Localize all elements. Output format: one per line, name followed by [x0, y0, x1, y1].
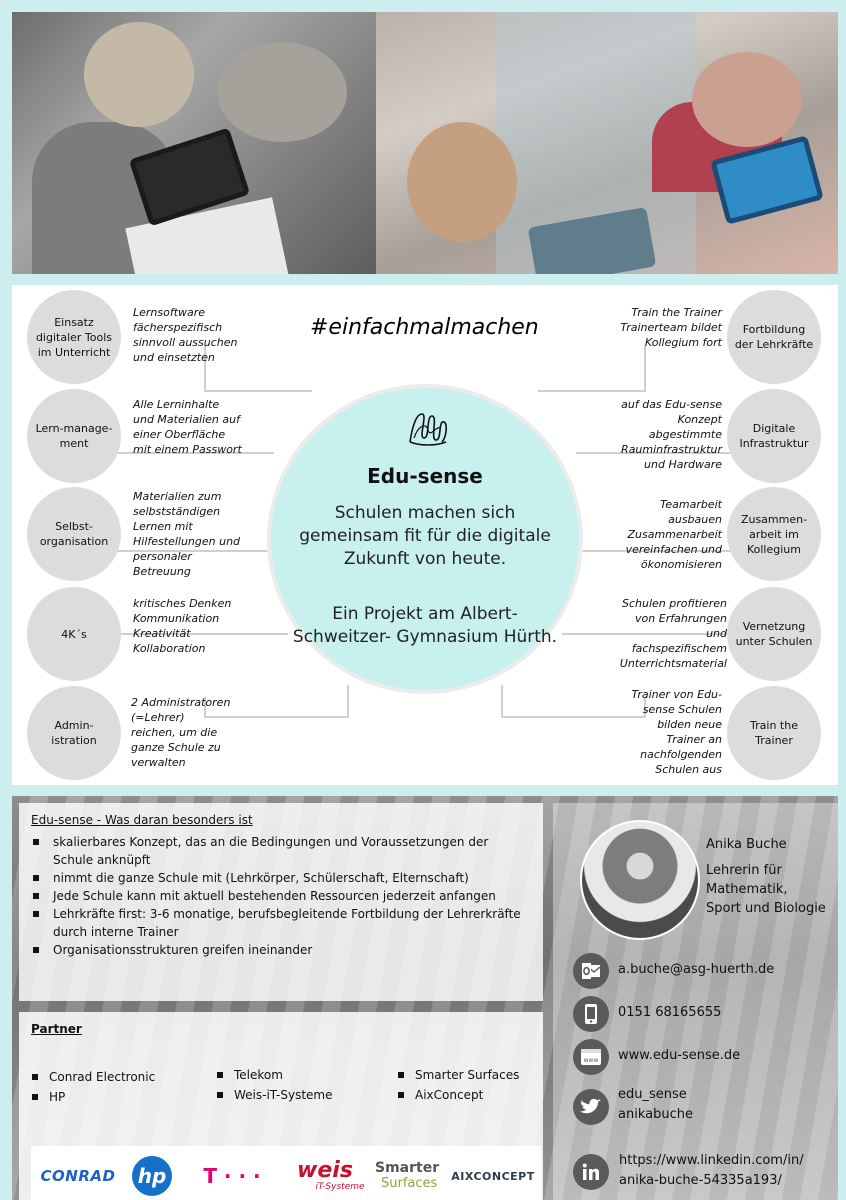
list-item: Organisationsstrukturen greifen ineinander: [31, 941, 531, 959]
partner-conrad: Conrad Electronic: [31, 1068, 155, 1086]
contact-email[interactable]: a.buche@asg-huerth.de: [618, 962, 775, 977]
twitter-icon: [573, 1089, 609, 1125]
contact-panel: [553, 803, 838, 1200]
partner-telekom: Telekom: [216, 1066, 283, 1084]
partner-weis: Weis-iT-Systeme: [216, 1086, 332, 1104]
conrad-logo: CONRAD: [40, 1167, 116, 1185]
node-4ks: 4K´s: [27, 587, 121, 681]
svg-text:www: www: [583, 1057, 599, 1064]
concept-diagram: [12, 285, 838, 785]
web-icon: [573, 1039, 609, 1075]
contact-name: Anika Buche: [706, 837, 787, 852]
desc-train-the-trainer: Trainer von Edu-sense Schulen bilden neue Trainer an nachfolgenden Schulen aus: [631, 688, 722, 776]
features-list: [31, 833, 531, 959]
list-item: Lehrkräfte first: 3-6 monatige, berufsbegleitende Fortbildung der Lehrerkräfte durch interne Trainer: [31, 905, 531, 941]
smarter-surfaces-logo: Smarter Surfaces: [375, 1160, 440, 1191]
header-photo-band: [12, 12, 838, 274]
partner-panel: [19, 1012, 543, 1200]
node-teacher-training: Fortbildung der Lehrkräfte: [727, 290, 821, 384]
partner-smarter-surfaces: Smarter Surfaces: [397, 1066, 519, 1084]
weis-logo: weis iT-Systeme: [297, 1158, 365, 1192]
phone-icon: [573, 996, 609, 1032]
features-panel: [19, 803, 543, 1001]
avatar: [580, 820, 700, 940]
node-school-network: Vernetzung unter Schulen: [727, 587, 821, 681]
node-train-the-trainer: Train the Trainer: [727, 686, 821, 780]
hashtag-heading: #einfachmalmachen: [310, 315, 539, 340]
center-circle: [267, 384, 583, 694]
node-administration: Admin-istration: [27, 686, 121, 780]
contact-linkedin[interactable]: https://www.linkedin.com/in/ anika-buche-54335a193/: [619, 1153, 804, 1188]
partner-aixconcept: AixConcept: [397, 1086, 483, 1104]
classroom-photo-left: [12, 12, 376, 274]
partner-title: Partner: [31, 1022, 82, 1036]
node-digital-infrastructure: Digitale Infrastruktur: [727, 389, 821, 483]
outlook-mail-icon: [573, 953, 609, 989]
hp-logo: hp: [125, 1146, 179, 1200]
list-item: skalierbares Konzept, das an die Bedingungen und Voraussetzungen der Schule anknüpft: [31, 833, 531, 869]
desc-digital-infrastructure: auf das Edu-sense Konzept abgestimmte Rauminfrastruktur und Hardware: [621, 398, 722, 471]
desc-collaboration: Teamarbeit ausbauen Zusammenarbeit vereinfachen und ökonomisieren: [625, 498, 722, 571]
partner-list: [31, 1068, 541, 1118]
desc-school-network: Schulen profitieren von Erfahrungen und fachspezifischem Unterrichtsmaterial: [619, 597, 727, 670]
list-item: nimmt die ganze Schule mit (Lehrkörper, Schülerschaft, Elternschaft): [31, 869, 531, 887]
partner-logos: [31, 1146, 541, 1200]
features-title: Edu-sense - Was daran besonders ist: [31, 813, 253, 827]
node-digital-tools: Einsatz digitaler Tools im Unterricht: [27, 290, 121, 384]
desc-4ks: kritisches Denken Kommunikation Kreativität Kollaboration: [133, 597, 232, 655]
contact-web[interactable]: www.edu-sense.de: [618, 1048, 741, 1063]
scribble-logo-icon: [406, 408, 450, 450]
desc-self-organisation: Materialien zum selbstständigen Lernen mit Hilfestellungen und personaler Betreuung: [133, 490, 241, 578]
contact-twitter-handles[interactable]: edu_sense anikabuche: [618, 1087, 693, 1122]
desc-administration: 2 Administratoren (=Lehrer) reichen, um die ganze Schule zu verwalten: [131, 696, 231, 769]
linkedin-icon: [573, 1154, 609, 1190]
desc-teacher-training: Train the Trainer Trainerteam bildet Kollegium fort: [620, 306, 722, 349]
info-section: [12, 796, 838, 1200]
center-title: Edu-sense: [367, 464, 483, 488]
contact-role: Lehrerin für Mathematik, Sport und Biologie: [706, 863, 826, 916]
center-tagline: Schulen machen sich gemeinsam fit für die digitale Zukunft von heute.: [299, 503, 551, 569]
center-project-note: Ein Projekt am Albert-Schweitzer- Gymnasium Hürth.: [292, 604, 558, 647]
node-learning-management: Lern-manage-ment: [27, 389, 121, 483]
partner-hp: HP: [31, 1088, 65, 1106]
desc-learning-management: Alle Lerninhalte und Materialien auf einer Oberfläche mit einem Passwort: [133, 398, 242, 456]
list-item: Jede Schule kann mit aktuell bestehenden Ressourcen jederzeit anfangen: [31, 887, 531, 905]
contact-phone[interactable]: 0151 68165655: [618, 1005, 722, 1020]
aixconcept-logo: AIXCONCEPT: [451, 1169, 535, 1183]
telekom-logo: T · · ·: [203, 1164, 261, 1188]
node-self-organisation: Selbst-organisation: [27, 487, 121, 581]
desc-digital-tools: Lernsoftware fächerspezifisch sinnvoll aussuchen und einsetzten: [133, 306, 238, 364]
node-collaboration: Zusammen-arbeit im Kollegium: [727, 487, 821, 581]
